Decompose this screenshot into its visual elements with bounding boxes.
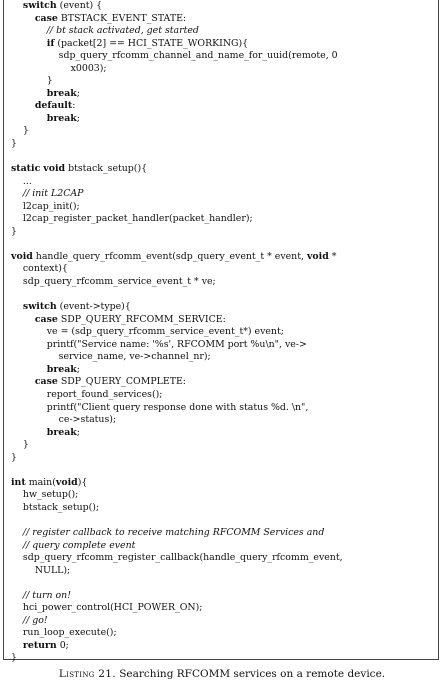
code-text: x0003); [11, 62, 107, 74]
code-line [11, 238, 436, 251]
code-line [11, 640, 436, 653]
code-line [11, 75, 436, 88]
code-text: ){ [77, 476, 88, 488]
code-keyword: void [306, 250, 329, 262]
code-keyword: case [34, 313, 58, 325]
code-text: context){ [11, 263, 68, 275]
code-line [11, 452, 436, 465]
code-line [11, 540, 436, 553]
code-text: } [11, 138, 17, 150]
code-text: service_name, ve->channel_nr); [11, 351, 211, 363]
code-line [11, 652, 436, 665]
code-text [11, 376, 35, 387]
code-text: : [72, 100, 76, 112]
code-text: SDP_QUERY_RFCOMM_SERVICE: [57, 313, 226, 325]
code-text: btstack_setup(){ [65, 163, 148, 175]
code-text [11, 640, 23, 651]
code-text: btstack_setup(); [11, 501, 100, 513]
code-text [11, 301, 23, 312]
code-keyword: default [34, 100, 73, 112]
code-line [11, 188, 436, 201]
code-text [11, 427, 47, 438]
code-line [11, 364, 436, 377]
code-keyword: if [46, 37, 55, 49]
code-keyword: void [55, 476, 78, 488]
code-text: main( [25, 476, 56, 488]
code-text: printf("Service name: '%s', RFCOMM port %u\n", ve-> [11, 338, 307, 350]
code-keyword: break [46, 87, 77, 99]
code-text: (packet[2] == HCI_STATE_WORKING){ [54, 37, 249, 49]
code-line [11, 577, 436, 590]
code-text [11, 540, 23, 551]
code-text [11, 590, 23, 601]
code-line [11, 301, 436, 314]
code-text: (event) { [56, 0, 103, 11]
code-line [11, 125, 436, 138]
code-line [11, 25, 436, 38]
code-text: hci_power_control(HCI_POWER_ON); [11, 602, 203, 614]
code-text: l2cap_init(); [11, 200, 80, 212]
code-line [11, 100, 436, 113]
code-comment: // query complete event [22, 539, 136, 551]
code-text [11, 113, 47, 124]
code-line [11, 376, 436, 389]
code-text: } [11, 225, 17, 237]
code-line [11, 414, 436, 427]
code-keyword: void [43, 163, 66, 175]
code-comment: // register callback to receive matching RFCOMM Services and [22, 526, 325, 538]
code-line [11, 213, 436, 226]
code-line [11, 339, 436, 352]
code-keyword: static [11, 163, 41, 175]
code-line [11, 402, 436, 415]
code-text: (event->type){ [56, 301, 131, 313]
code-line [11, 13, 436, 26]
code-text [11, 364, 47, 375]
code-line [11, 50, 436, 63]
code-keyword: break [46, 112, 77, 124]
code-line [11, 326, 436, 339]
code-keyword: break [46, 426, 77, 438]
code-text [11, 314, 35, 325]
code-line [11, 276, 436, 289]
code-keyword: void [11, 250, 33, 262]
code-line [11, 88, 436, 101]
code-line [11, 489, 436, 502]
code-line [11, 251, 436, 264]
code-line [11, 439, 436, 452]
code-line [11, 314, 436, 327]
code-listing [11, 0, 436, 665]
code-text: run_loop_execute(); [11, 627, 117, 639]
code-line [11, 627, 436, 640]
code-text: report_found_services(); [11, 388, 163, 400]
code-text [11, 188, 23, 199]
code-keyword: switch [22, 0, 57, 11]
code-text: 0; [56, 639, 69, 651]
code-text: hw_setup(); [11, 489, 79, 501]
code-line [11, 464, 436, 477]
code-text: ... [11, 175, 32, 187]
code-text [11, 25, 47, 36]
code-line [11, 602, 436, 615]
code-keyword: switch [22, 301, 57, 313]
code-text: } [11, 75, 53, 87]
code-line [11, 38, 436, 51]
code-text: ; [76, 426, 80, 438]
code-keyword: case [34, 376, 58, 388]
code-line [11, 263, 436, 276]
code-text: } [11, 125, 29, 137]
code-text [11, 100, 35, 111]
code-keyword: int [11, 476, 26, 488]
code-line [11, 502, 436, 515]
code-text [11, 88, 47, 99]
code-text [11, 527, 23, 538]
code-keyword: case [34, 12, 58, 24]
code-text: ce->status); [11, 414, 117, 426]
code-text: ; [76, 87, 80, 99]
code-text: NULL); [11, 564, 71, 576]
code-text: } [11, 451, 17, 463]
code-keyword: break [46, 363, 77, 375]
code-text: sdp_query_rfcomm_service_event_t * ve; [11, 276, 216, 288]
code-comment: // turn on! [22, 589, 71, 601]
code-line [11, 552, 436, 565]
code-line [11, 527, 436, 540]
code-line [11, 477, 436, 490]
code-text [11, 0, 23, 11]
code-text [11, 38, 47, 49]
code-keyword: return [22, 639, 57, 651]
code-text: } [11, 652, 17, 664]
listing-caption [0, 668, 444, 680]
code-text: SDP_QUERY_COMPLETE: [57, 376, 186, 388]
code-line [11, 0, 436, 13]
code-line [11, 63, 436, 76]
code-line [11, 351, 436, 364]
caption-label: Listing 21. [58, 668, 116, 680]
code-text: ; [76, 363, 80, 375]
code-text: sdp_query_rfcomm_channel_and_name_for_uuid(remote, 0 [11, 50, 338, 62]
code-text: handle_query_rfcomm_event(sdp_query_event_t * event, [32, 250, 307, 262]
code-line [11, 151, 436, 164]
code-text: ; [76, 112, 80, 124]
code-comment: // init L2CAP [22, 188, 84, 200]
code-text: * [328, 250, 337, 262]
code-line [11, 113, 436, 126]
code-line [11, 615, 436, 628]
code-text: BTSTACK_EVENT_STATE: [57, 12, 187, 24]
code-text: l2cap_register_packet_handler(packet_handler); [11, 213, 253, 225]
code-text: } [11, 439, 29, 451]
code-line [11, 514, 436, 527]
code-line [11, 289, 436, 302]
code-comment: // go! [22, 614, 48, 626]
code-comment: // bt stack activated, get started [46, 25, 199, 37]
code-line [11, 427, 436, 440]
code-text: ve = (sdp_query_rfcomm_service_event_t*) event; [11, 326, 284, 338]
code-line [11, 138, 436, 151]
code-line [11, 565, 436, 578]
code-line [11, 226, 436, 239]
code-line [11, 201, 436, 214]
code-line [11, 590, 436, 603]
code-text [11, 615, 23, 626]
code-line [11, 389, 436, 402]
code-text: printf("Client query response done with status %d. \n", [11, 401, 309, 413]
caption-text: Searching RFCOMM services on a remote device. [115, 668, 386, 680]
code-text: sdp_query_rfcomm_register_callback(handle_query_rfcomm_event, [11, 552, 343, 564]
code-text [11, 13, 35, 24]
code-line [11, 163, 436, 176]
code-line [11, 176, 436, 189]
